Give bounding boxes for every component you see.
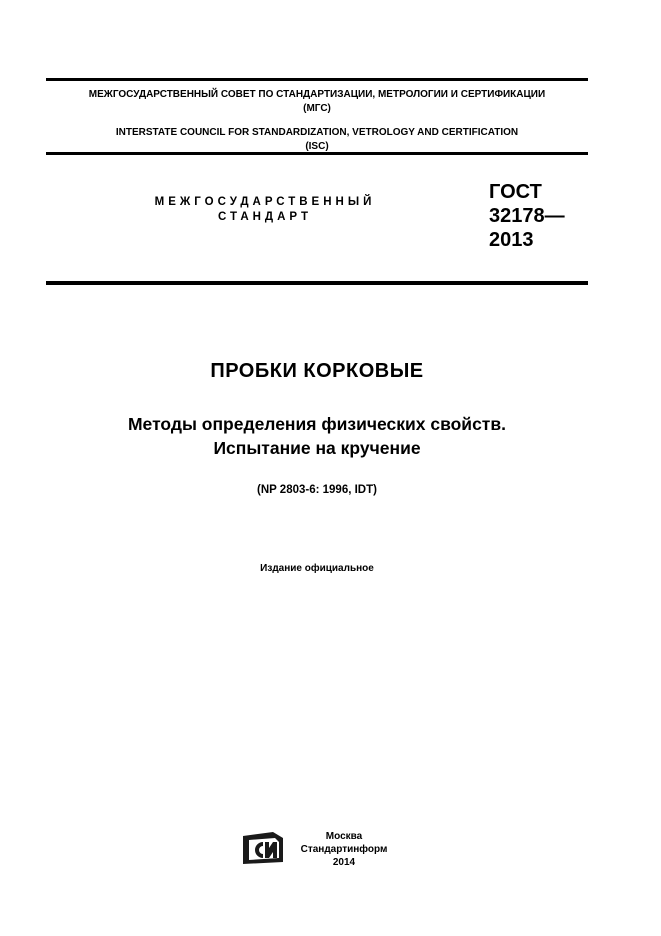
top-rule	[46, 78, 588, 81]
standard-type-line1: МЕЖГОСУДАРСТВЕННЫЙ	[154, 196, 376, 208]
council-en-abbr: (ISC)	[305, 141, 329, 152]
publication-year: 2014	[332, 857, 356, 868]
standard-bottom-rule	[46, 281, 588, 285]
council-en-name: INTERSTATE COUNCIL FOR STANDARDIZATION, VETROLOGY AND CERTIFICATION	[115, 127, 519, 138]
standard-type-line2: СТАНДАРТ	[218, 211, 312, 223]
council-en	[46, 126, 588, 154]
standard-type	[130, 195, 400, 225]
publisher-name: Стандартинформ	[300, 844, 388, 855]
document-subtitle	[46, 412, 588, 460]
standard-code-line3: 2013	[489, 229, 534, 251]
standartinform-logo-icon	[239, 830, 287, 866]
edition-label: Издание официальное	[260, 563, 374, 574]
council-ru-abbr: (МГС)	[303, 103, 331, 114]
standard-code-line2: 32178—	[489, 205, 565, 227]
reference-standard: (NP 2803-6: 1996, IDT)	[257, 484, 377, 496]
header-bottom-rule	[46, 152, 588, 155]
publisher-city: Москва	[325, 831, 363, 842]
standard-code-line1: ГОСТ	[489, 181, 542, 203]
document-title: ПРОБКИ КОРКОВЫЕ	[210, 360, 424, 382]
document-subtitle-line1: Методы определения физических свойств.	[127, 414, 506, 434]
standard-code	[489, 180, 565, 252]
publisher-block	[294, 830, 394, 869]
council-ru	[46, 88, 588, 116]
document-subtitle-line2: Испытание на кручение	[213, 438, 421, 458]
council-ru-name: МЕЖГОСУДАРСТВЕННЫЙ СОВЕТ ПО СТАНДАРТИЗАЦИИ, МЕТРОЛОГИИ И СЕРТИФИКАЦИИ	[88, 89, 546, 100]
